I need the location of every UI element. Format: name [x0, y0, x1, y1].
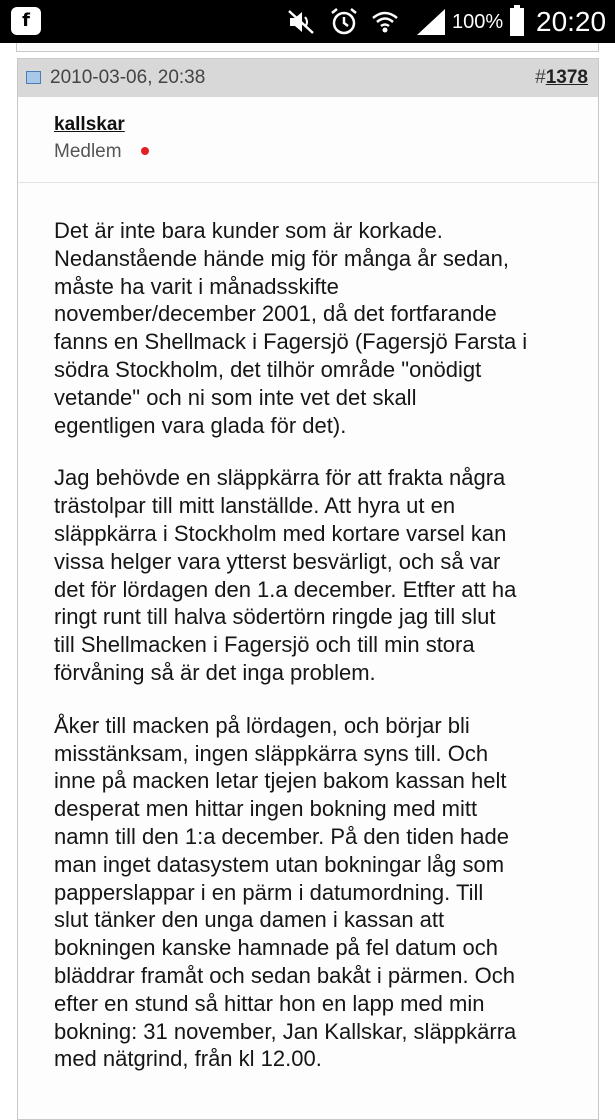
- flipboard-icon: f: [11, 7, 41, 35]
- post-number[interactable]: 1378: [545, 67, 588, 88]
- message-line: med nätgrind, från kl 12.00.: [54, 1046, 322, 1072]
- battery-icon: [509, 5, 525, 37]
- username-link[interactable]: kallskar: [54, 114, 125, 135]
- forum-post: [17, 58, 599, 1120]
- message-line: bläddrar framåt och sedan bakåt i pärmen. Och: [54, 962, 516, 988]
- user-info: [18, 97, 598, 183]
- message-line: ringt runt till halva södertörn ringde jag till slut: [54, 604, 496, 630]
- message-line: Det är inte bara kunder som är korkade.: [54, 218, 443, 243]
- post-number-prefix: #: [535, 67, 546, 88]
- post-message: [54, 217, 576, 1098]
- message-line: slut tänker den unga damen i kassan att: [54, 907, 445, 933]
- alarm-icon: [330, 7, 358, 37]
- message-line: man inget datasystem utan bokningar låg som: [54, 851, 505, 877]
- message-line: egentligen vara glada för det).: [54, 412, 347, 438]
- message-line: det för lördagen den 1.a december. Etfter att ha: [54, 576, 517, 602]
- message-line: bokning: 31 november, Jan Kallskar, släppkärra: [54, 1018, 517, 1044]
- message-line: Åker till macken på lördagen, och börjar bli: [54, 712, 470, 738]
- clock: 20:20: [536, 6, 607, 37]
- message-line: Jag behövde en släppkärra för att frakta några: [54, 465, 506, 491]
- online-status-icon: [141, 147, 149, 155]
- message-line: södra Stockholm, det tilhör område "onödigt: [54, 356, 482, 382]
- message-line: till Shellmacken i Fagersjö och till min stora: [54, 632, 475, 658]
- message-line: måste ha varit i månadsskifte: [54, 273, 339, 299]
- signal-icon: [415, 8, 447, 36]
- post-icon: [26, 71, 41, 84]
- message-paragraph: [54, 217, 576, 439]
- message-line: desperat men hittar ingen bokning med mitt: [54, 796, 478, 822]
- previous-post-edge: [16, 43, 599, 52]
- message-line: vissa helger vara ytterst besvärligt, och så var: [54, 548, 501, 574]
- message-line: släppkärra i Stockholm med kortare varsel kan: [54, 520, 507, 546]
- message-line: förvåning så är det inga problem.: [54, 659, 376, 685]
- mute-icon: [286, 9, 316, 35]
- message-line: namn till den 1:a december. På den tiden hade: [54, 823, 509, 849]
- message-line: november/december 2001, då det fortfarande: [54, 301, 497, 327]
- message-line: bokningen kanske hamnade på fel datum och: [54, 935, 498, 961]
- message-line: inne på macken letar tjejen bakom kassan helt: [54, 768, 507, 794]
- message-line: papperslappar i en pärm i datumordning. Till: [54, 879, 484, 905]
- user-title: Medlem: [54, 141, 122, 162]
- message-line: efter en stund så hittar hon en lapp med min: [54, 990, 485, 1016]
- post-date: 2010-03-06, 20:38: [50, 67, 206, 88]
- message-line: misstänksam, ingen släppkärra syns till. Och: [54, 740, 489, 766]
- message-line: fanns en Shellmack i Fagersjö (Fagersjö Farsta i: [54, 329, 528, 355]
- message-line: Nedanstående hände mig för många år sedan,: [54, 245, 509, 271]
- message-paragraph: [54, 464, 576, 686]
- post-header: [18, 59, 598, 97]
- battery-percent: 100%: [452, 11, 504, 33]
- status-bar: [0, 0, 615, 43]
- message-paragraph: [54, 712, 576, 1073]
- message-line: vetande" och ni som inte vet det skall: [54, 384, 417, 410]
- wifi-icon: [370, 7, 400, 37]
- post-number-link[interactable]: [535, 67, 588, 89]
- message-line: trästolpar till mitt lanställde. Att hyra ut en: [54, 493, 456, 519]
